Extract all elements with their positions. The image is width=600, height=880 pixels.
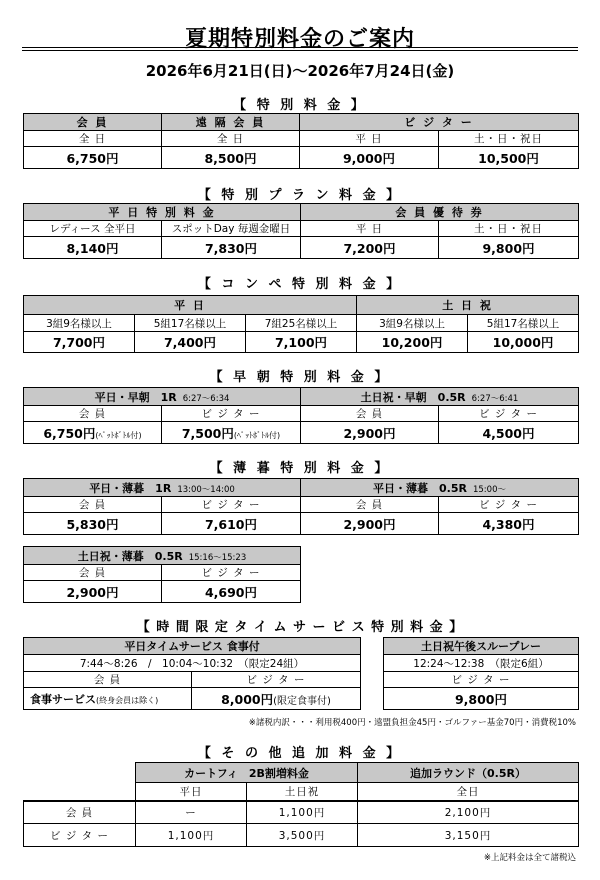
sub-label: 会 員 <box>24 565 162 581</box>
sub-label: 平 日 <box>301 221 439 237</box>
price-cell: 9,800円 <box>439 237 579 259</box>
sub-label: 全日 <box>358 783 579 801</box>
tax-breakdown-note: ※諸税内訳・・・利用税400円・遠盟負担金45円・ゴルファー基金70円・消費税10% <box>248 718 576 728</box>
sub-label: 土・日・祝日 <box>439 131 579 147</box>
section-heading-competition: 【 コ ン ペ 特 別 料 金 】 <box>197 277 403 292</box>
header-time: 15:16～15:23 <box>188 552 247 563</box>
price-cell <box>162 422 301 444</box>
price-cell: 10,200円 <box>357 332 468 353</box>
price-cell: 7,610円 <box>162 513 301 535</box>
header-member-coupon: 会 員 優 待 券 <box>301 204 579 221</box>
price-cell: 2,900円 <box>301 422 439 444</box>
header-label: 平日・早朝 1R <box>94 390 177 404</box>
price-cell: 7,100円 <box>246 332 357 353</box>
table-weekday-time-service <box>23 637 361 710</box>
header-weekday: 平 日 <box>24 296 357 315</box>
fee-cell: 3,500円 <box>247 824 358 847</box>
price-cell: 7,200円 <box>301 237 439 259</box>
price-cell: 8,140円 <box>24 237 162 259</box>
title-underline <box>22 47 578 48</box>
section-heading-early-morning: 【 早 朝 特 別 料 金 】 <box>209 370 391 385</box>
price-note: (ﾍﾟｯﾄﾎﾞﾄﾙ付) <box>233 430 281 440</box>
sub-label: 会 員 <box>24 406 162 422</box>
price-cell: 2,900円 <box>301 513 439 535</box>
header-member: 会 員 <box>24 114 162 131</box>
header-label: 平日・薄暮 0.5R <box>373 481 467 495</box>
fee-cell: 1,100円 <box>136 824 247 847</box>
sub-label: 7組25名様以上 <box>246 315 357 332</box>
valid-period: 2026年6月21日(日)～2026年7月24日(金) <box>145 62 455 80</box>
header-remote-member: 遠 隔 会 員 <box>162 114 300 131</box>
sub-label: 会 員 <box>24 672 192 688</box>
sub-label: 5組17名様以上 <box>135 315 246 332</box>
sub-label: スポットDay 毎週金曜日 <box>162 221 301 237</box>
sub-label: 会 員 <box>24 497 162 513</box>
table-weekend-through-play <box>383 637 579 710</box>
header-time: 6:27～6:34 <box>182 393 230 404</box>
header-weekend: 土 日 祝 <box>357 296 579 315</box>
sub-label: 会 員 <box>301 497 439 513</box>
header-weekend-through-play: 土日祝午後スループレー <box>384 638 579 655</box>
sub-label: 3組9名様以上 <box>24 315 135 332</box>
tax-included-note: ※上記料金は全て諸税込 <box>483 853 576 863</box>
price-cell: 9,000円 <box>300 147 439 169</box>
header-time: 13:00～14:00 <box>177 484 235 495</box>
price-value: 8,000円 <box>221 691 274 707</box>
row-label: 会 員 <box>24 801 136 824</box>
price-cell: 2,900円 <box>24 581 162 603</box>
header-visitor: ビ ジ タ ー <box>300 114 579 131</box>
fee-cell: 3,150円 <box>358 824 579 847</box>
title-underline-2 <box>22 50 578 51</box>
sub-label: ビ ジ タ ー <box>384 672 579 688</box>
price-cell: 4,380円 <box>439 513 579 535</box>
price-value: 7,500円 <box>181 425 234 441</box>
empty-corner <box>24 783 136 801</box>
fee-cell: 1,100円 <box>247 801 358 824</box>
table-early-morning <box>23 387 579 444</box>
fee-cell: 2,100円 <box>358 801 579 824</box>
meal-label: 食事サービス <box>30 692 96 706</box>
time-slots: 7:44～8:26 / 10:04～10:32 （限定24組） <box>24 655 361 672</box>
sub-label: 3組9名様以上 <box>357 315 468 332</box>
header-time: 6:27～6:41 <box>471 393 519 404</box>
header-weekday-twilight-1r <box>24 479 301 497</box>
table-competition <box>23 295 579 353</box>
time-slots: 12:24～12:38 （限定6組） <box>384 655 579 672</box>
header-time: 15:00～ <box>472 484 506 495</box>
section-heading-time-service: 【 時 間 限 定 タ イ ム サ ー ビ ス 特 別 料 金 】 <box>136 620 464 635</box>
page-title: 夏期特別料金のご案内 <box>184 27 415 52</box>
section-heading-twilight: 【 薄 暮 特 別 料 金 】 <box>209 461 391 476</box>
sub-label: 全 日 <box>162 131 300 147</box>
header-cart-fee: カートフィ 2B割増料金 <box>136 763 358 783</box>
price-cell: 6,750円 <box>24 147 162 169</box>
header-label: 土日祝・早朝 0.5R <box>360 390 466 404</box>
row-label: ビ ジ タ ー <box>24 824 136 847</box>
price-cell: 7,400円 <box>135 332 246 353</box>
header-weekend-twilight <box>24 547 301 565</box>
price-cell: 9,800円 <box>384 688 579 710</box>
section-heading-additional: 【 そ の 他 追 加 料 金 】 <box>197 746 403 761</box>
sub-label: 平日 <box>136 783 247 801</box>
price-cell: 10,000円 <box>468 332 579 353</box>
price-cell: 4,690円 <box>162 581 301 603</box>
sub-label: 5組17名様以上 <box>468 315 579 332</box>
header-weekday-twilight-05r <box>301 479 579 497</box>
price-note: (限定食事付) <box>273 695 331 707</box>
sub-label: ビ ジ タ ー <box>162 497 301 513</box>
sub-label: 会 員 <box>301 406 439 422</box>
header-weekday-time-service: 平日タイムサービス 食事付 <box>24 638 361 655</box>
header-label: 平日・薄暮 1R <box>89 481 172 495</box>
header-weekday-early <box>24 388 301 406</box>
section-heading-special-plan: 【 特 別 プ ラ ン 料 金 】 <box>197 188 403 203</box>
section-heading-special-rates: 【 特 別 料 金 】 <box>233 98 367 113</box>
table-special-plan <box>23 203 579 259</box>
price-cell: 8,500円 <box>162 147 300 169</box>
sub-label: ビ ジ タ ー <box>162 565 301 581</box>
price-value: 6,750円 <box>43 425 96 441</box>
empty-corner <box>24 763 136 783</box>
table-additional-fees <box>23 762 579 847</box>
sub-label: 平 日 <box>300 131 439 147</box>
price-cell <box>192 688 361 710</box>
table-special-rates <box>23 113 579 169</box>
sub-label: 全 日 <box>24 131 162 147</box>
sub-label: 土日祝 <box>247 783 358 801</box>
price-note: (ﾍﾟｯﾄﾎﾞﾄﾙ付) <box>95 430 142 440</box>
meal-note: (終身会員は除く) <box>96 695 159 705</box>
price-cell: 5,830円 <box>24 513 162 535</box>
header-weekend-early <box>301 388 579 406</box>
price-cell: 7,830円 <box>162 237 301 259</box>
sub-label: ビ ジ タ ー <box>192 672 361 688</box>
sub-label: 土・日・祝日 <box>439 221 579 237</box>
header-weekday-plan: 平 日 特 別 料 金 <box>24 204 301 221</box>
price-cell: 4,500円 <box>439 422 579 444</box>
price-cell <box>24 422 162 444</box>
sub-label: レディース 全平日 <box>24 221 162 237</box>
table-weekend-twilight <box>23 546 301 603</box>
price-cell: 10,500円 <box>439 147 579 169</box>
table-twilight <box>23 478 579 535</box>
sub-label: ビ ジ タ ー <box>162 406 301 422</box>
fee-cell: ー <box>136 801 247 824</box>
member-meal-cell <box>24 688 192 710</box>
header-extra-round: 追加ラウンド（0.5R） <box>358 763 579 783</box>
header-label: 土日祝・薄暮 0.5R <box>77 549 183 563</box>
price-cell: 7,700円 <box>24 332 135 353</box>
sub-label: ビ ジ タ ー <box>439 406 579 422</box>
sub-label: ビ ジ タ ー <box>439 497 579 513</box>
